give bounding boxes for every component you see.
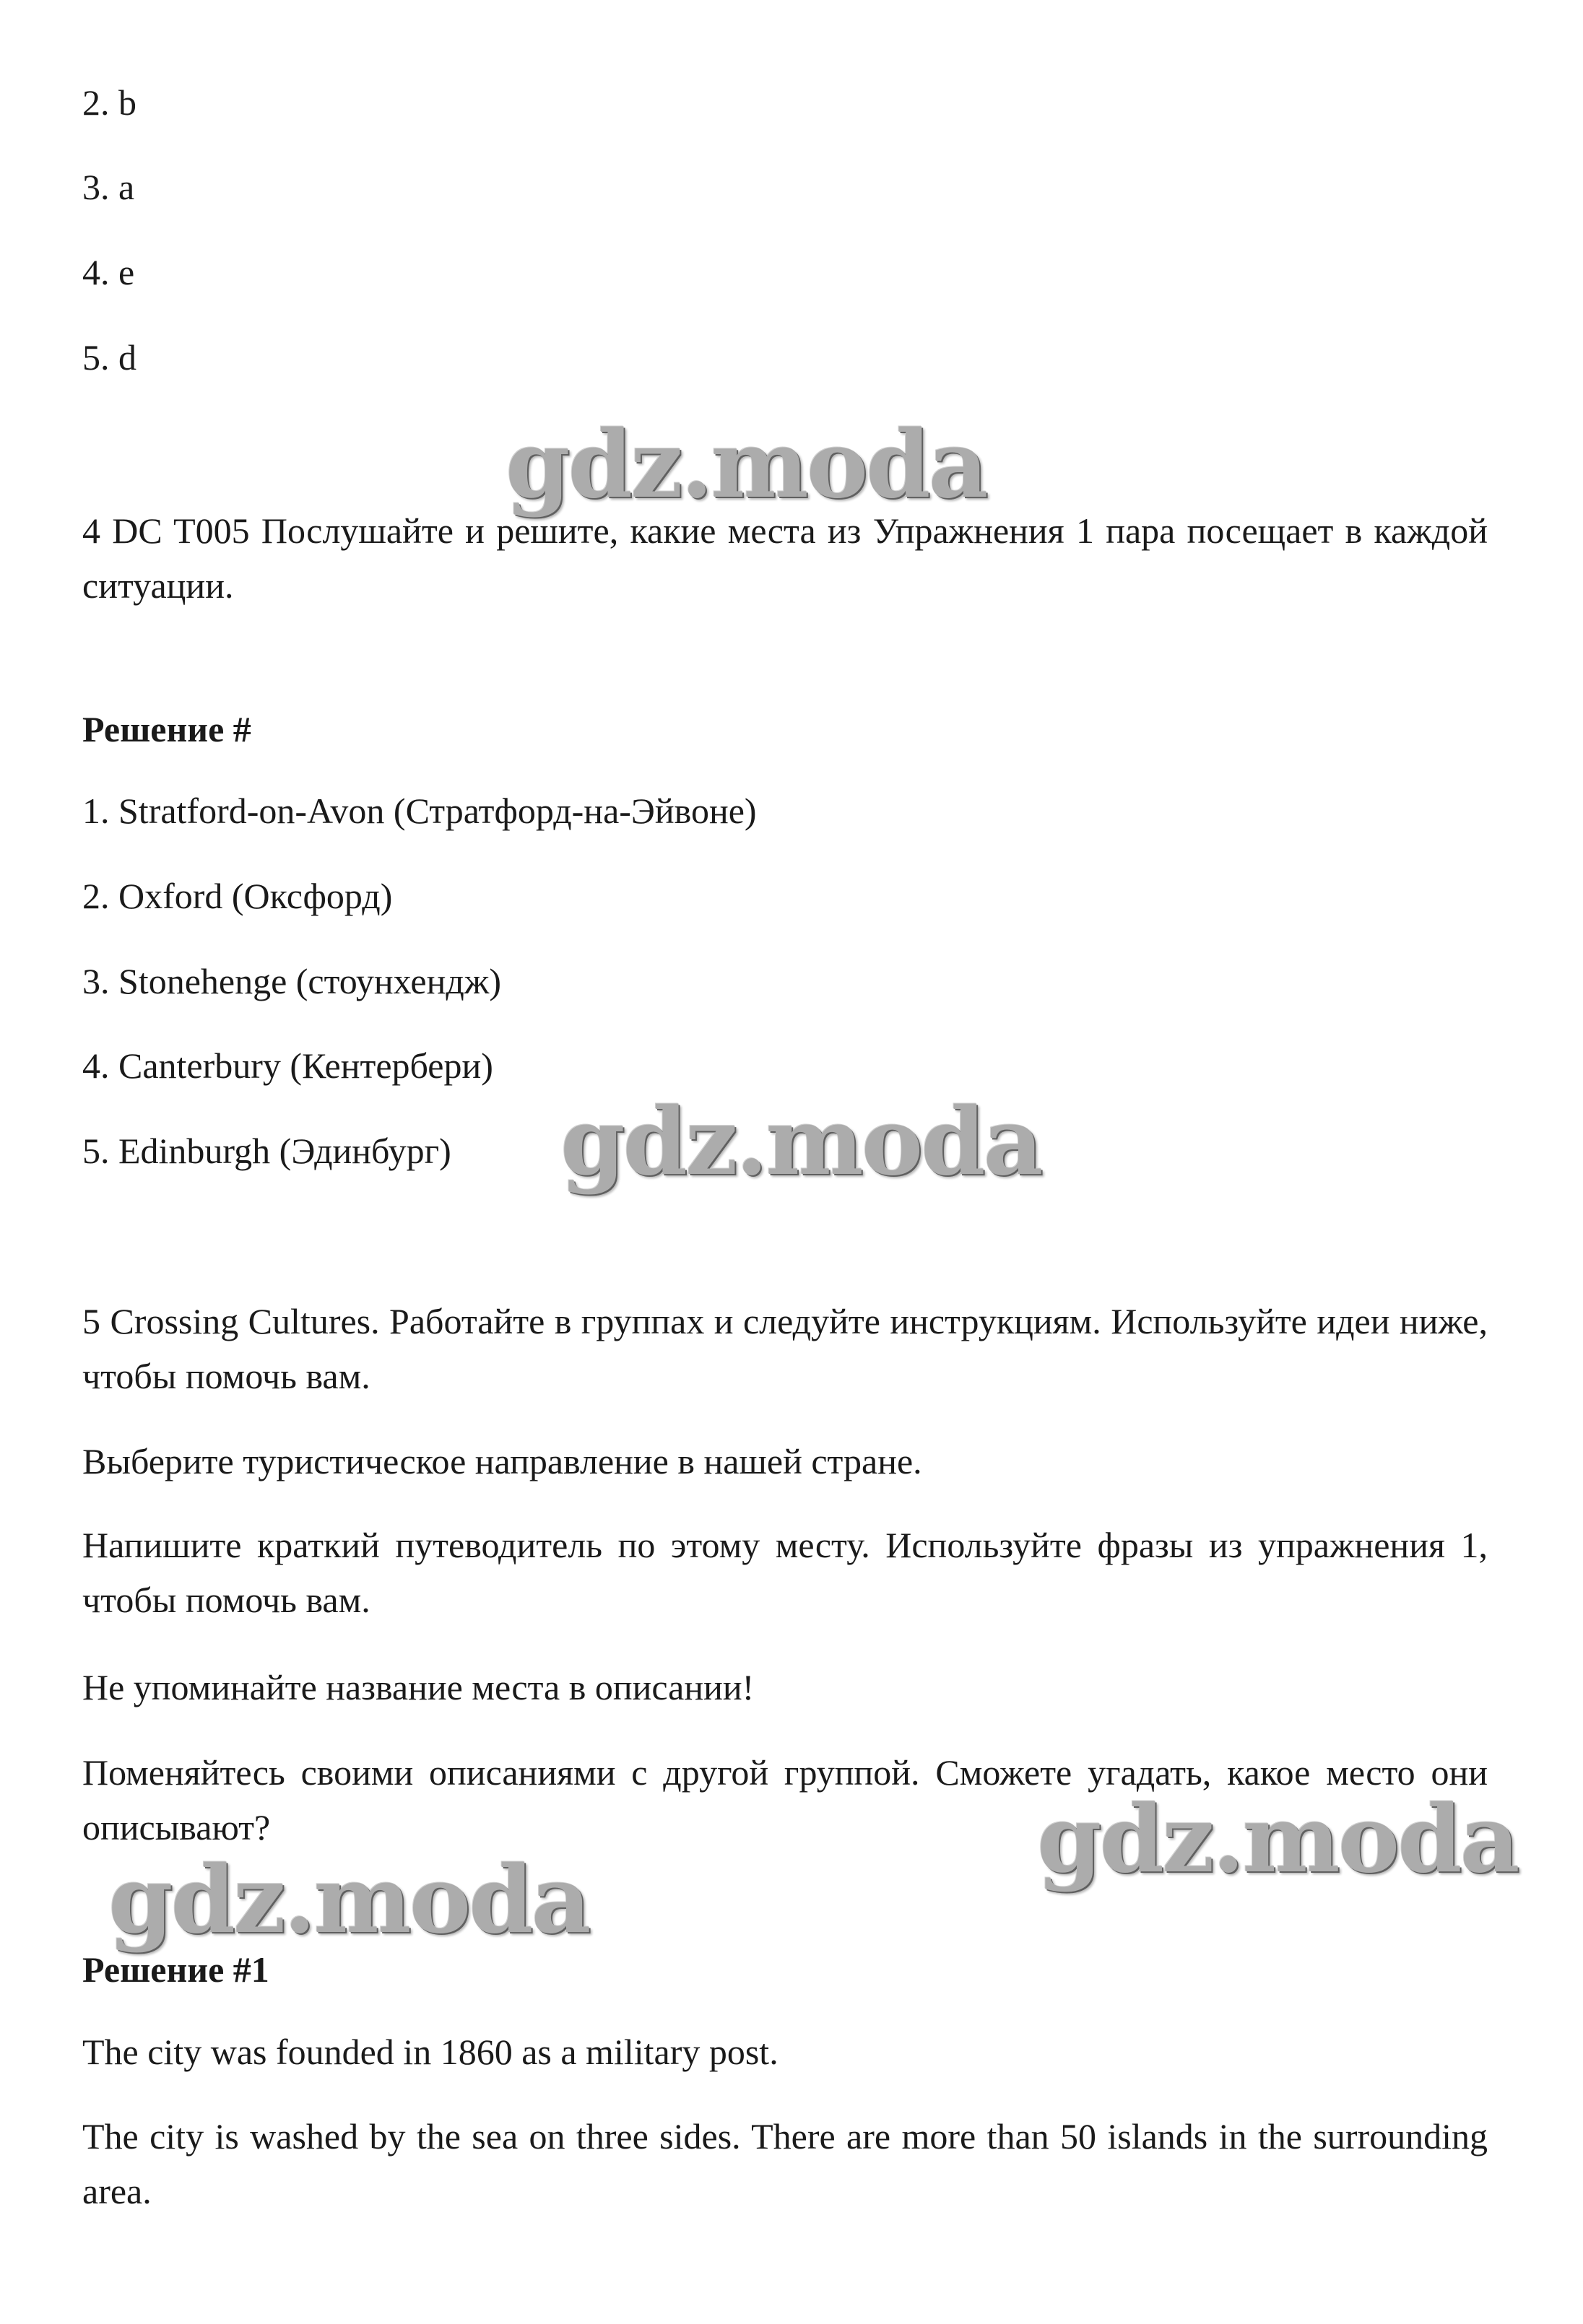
task5-step: Поменяйтесь своими описаниями с другой группой. Сможете угадать, какое место они описывают? bbox=[82, 1752, 1488, 1848]
solution5-heading: Решение #1 bbox=[82, 1949, 269, 1990]
task5-step: Выберите туристическое направление в нашей стране. bbox=[82, 1441, 922, 1481]
task5-step: Не упоминайте название места в описании! bbox=[82, 1667, 755, 1707]
solution5-paragraph: The city was founded in 1860 as a military post. bbox=[82, 2032, 779, 2072]
answer-item: 4. e bbox=[82, 252, 135, 292]
answer-item: 3. a bbox=[82, 167, 135, 207]
solution4-item: 2. Oxford (Оксфорд) bbox=[82, 876, 393, 916]
solution4-item: 1. Stratford-on-Avon (Стратфорд-на-Эйвоне) bbox=[82, 791, 757, 831]
watermark-logo: gdz.moda bbox=[1037, 1785, 1518, 1894]
solution5-paragraph: The city is washed by the sea on three sides. There are more than 50 islands in the surrounding area. bbox=[82, 2116, 1488, 2211]
answer-item: 5. d bbox=[82, 337, 136, 378]
answer-item: 2. b bbox=[82, 82, 136, 123]
watermark-logo: gdz.moda bbox=[560, 1088, 1041, 1196]
solution4-item: 4. Canterbury (Кентербери) bbox=[82, 1045, 493, 1086]
solution4-item: 3. Stonehenge (стоунхендж) bbox=[82, 961, 502, 1001]
task5-intro: 5 Crossing Cultures. Работайте в группах и следуйте инструкциям. Используйте идеи ниже, чтобы помочь вам. bbox=[82, 1301, 1488, 1396]
task4-text: 4 DC T005 Послушайте и решите, какие места из Упражнения 1 пара посещает в каждой ситуации. bbox=[82, 510, 1488, 606]
watermark-logo: gdz.moda bbox=[506, 411, 986, 519]
task5-step: Напишите краткий путеводитель по этому месту. Используйте фразы из упражнения 1, чтобы помочь вам. bbox=[82, 1525, 1488, 1620]
solution4-heading: Решение # bbox=[82, 709, 251, 749]
solution4-item: 5. Edinburgh (Эдинбург) bbox=[82, 1131, 451, 1171]
watermark-logo: gdz.moda bbox=[108, 1846, 589, 1954]
